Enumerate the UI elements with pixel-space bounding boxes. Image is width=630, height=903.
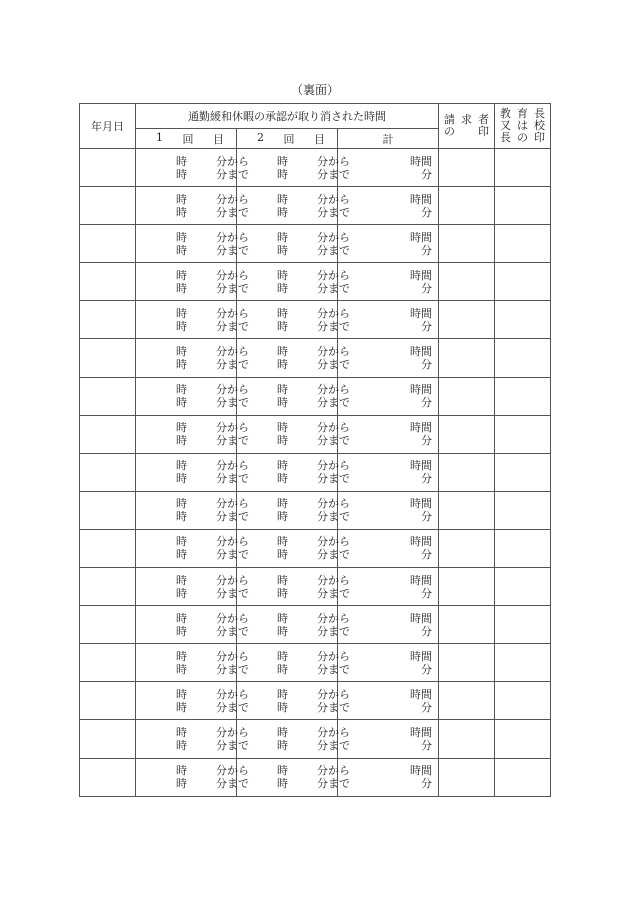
date-cell[interactable]	[80, 187, 136, 225]
date-cell[interactable]	[80, 491, 136, 529]
second-time-cell[interactable]: 時 分から 時 分まで	[237, 453, 338, 491]
date-cell[interactable]	[80, 758, 136, 796]
principal-stamp-cell[interactable]	[495, 453, 551, 491]
table-row	[80, 415, 551, 453]
second-time-cell[interactable]: 時 分から 時 分まで	[237, 682, 338, 720]
requester-stamp-cell[interactable]	[439, 568, 495, 606]
second-time-cell[interactable]: 時 分から 時 分まで	[237, 339, 338, 377]
first-time-header: 1 回 目	[136, 129, 237, 149]
requester-stamp-cell[interactable]	[439, 263, 495, 301]
total-cell[interactable]: 時間 分	[338, 187, 439, 225]
total-cell[interactable]: 時間 分	[338, 263, 439, 301]
requester-stamp-cell[interactable]	[439, 606, 495, 644]
table-row	[80, 301, 551, 339]
second-time-cell[interactable]: 時 分から 時 分まで	[237, 415, 338, 453]
table-row	[80, 149, 551, 187]
date-cell[interactable]	[80, 568, 136, 606]
table-row	[80, 568, 551, 606]
date-cell[interactable]	[80, 301, 136, 339]
first-time-cell[interactable]: 時 分から 時 分まで	[136, 644, 237, 682]
first-time-cell[interactable]: 時 分から 時 分まで	[136, 720, 237, 758]
date-cell[interactable]	[80, 720, 136, 758]
requester-stamp-header: 請 求 者 の 印	[439, 104, 495, 149]
requester-stamp-cell[interactable]	[439, 758, 495, 796]
principal-stamp-cell[interactable]	[495, 263, 551, 301]
second-time-cell[interactable]: 時 分から 時 分まで	[237, 568, 338, 606]
first-time-cell[interactable]: 時 分から 時 分まで	[136, 339, 237, 377]
principal-stamp-cell[interactable]	[495, 606, 551, 644]
table-row	[80, 529, 551, 567]
second-time-header: 2 回 目	[237, 129, 338, 149]
principal-stamp-header: 教 育 長 又 は 校 長 の 印	[495, 104, 551, 149]
leave-revocation-table	[79, 103, 551, 797]
total-cell[interactable]: 時間 分	[338, 529, 439, 567]
total-cell[interactable]: 時間 分	[338, 758, 439, 796]
date-cell[interactable]	[80, 529, 136, 567]
date-cell[interactable]	[80, 339, 136, 377]
total-cell[interactable]: 時間 分	[338, 606, 439, 644]
first-time-cell[interactable]: 時 分から 時 分まで	[136, 529, 237, 567]
total-cell[interactable]: 時間 分	[338, 453, 439, 491]
table-row	[80, 491, 551, 529]
total-cell[interactable]: 時間 分	[338, 377, 439, 415]
requester-stamp-cell[interactable]	[439, 149, 495, 187]
principal-stamp-cell[interactable]	[495, 301, 551, 339]
date-cell[interactable]	[80, 149, 136, 187]
first-time-cell[interactable]: 時 分から 時 分まで	[136, 149, 237, 187]
first-time-cell[interactable]: 時 分から 時 分まで	[136, 453, 237, 491]
second-time-cell[interactable]: 時 分から 時 分まで	[237, 187, 338, 225]
second-time-cell[interactable]: 時 分から 時 分まで	[237, 720, 338, 758]
date-header: 年月日	[80, 104, 136, 149]
principal-stamp-cell[interactable]	[495, 415, 551, 453]
first-time-cell[interactable]: 時 分から 時 分まで	[136, 491, 237, 529]
first-time-cell[interactable]: 時 分から 時 分まで	[136, 225, 237, 263]
second-time-cell[interactable]: 時 分から 時 分まで	[237, 491, 338, 529]
total-cell[interactable]: 時間 分	[338, 339, 439, 377]
requester-stamp-cell[interactable]	[439, 644, 495, 682]
requester-stamp-cell[interactable]	[439, 415, 495, 453]
principal-stamp-cell[interactable]	[495, 339, 551, 377]
principal-stamp-cell[interactable]	[495, 491, 551, 529]
date-cell[interactable]	[80, 644, 136, 682]
table-row	[80, 758, 551, 796]
requester-stamp-cell[interactable]	[439, 529, 495, 567]
requester-stamp-cell[interactable]	[439, 187, 495, 225]
page-title: （裏面）	[290, 83, 339, 97]
total-cell[interactable]: 時間 分	[338, 415, 439, 453]
table-row	[80, 187, 551, 225]
second-time-cell[interactable]: 時 分から 時 分まで	[237, 149, 338, 187]
principal-stamp-cell[interactable]	[495, 568, 551, 606]
principal-stamp-cell[interactable]	[495, 149, 551, 187]
table-row	[80, 606, 551, 644]
principal-stamp-cell[interactable]	[495, 682, 551, 720]
principal-stamp-cell[interactable]	[495, 529, 551, 567]
first-time-cell[interactable]: 時 分から 時 分まで	[136, 568, 237, 606]
total-cell[interactable]: 時間 分	[338, 682, 439, 720]
first-time-cell[interactable]: 時 分から 時 分まで	[136, 682, 237, 720]
table-row	[80, 225, 551, 263]
date-cell[interactable]	[80, 263, 136, 301]
second-time-cell[interactable]: 時 分から 時 分まで	[237, 606, 338, 644]
second-time-cell[interactable]: 時 分から 時 分まで	[237, 644, 338, 682]
first-time-cell[interactable]: 時 分から 時 分まで	[136, 187, 237, 225]
second-time-cell[interactable]: 時 分から 時 分まで	[237, 758, 338, 796]
table-row	[80, 682, 551, 720]
requester-stamp-cell[interactable]	[439, 453, 495, 491]
first-time-cell[interactable]: 時 分から 時 分まで	[136, 606, 237, 644]
requester-stamp-cell[interactable]	[439, 339, 495, 377]
table-row	[80, 339, 551, 377]
requester-stamp-cell[interactable]	[439, 225, 495, 263]
principal-stamp-cell[interactable]	[495, 187, 551, 225]
principal-stamp-cell[interactable]	[495, 644, 551, 682]
date-cell[interactable]	[80, 225, 136, 263]
principal-stamp-cell[interactable]	[495, 720, 551, 758]
requester-stamp-cell[interactable]	[439, 720, 495, 758]
second-time-cell[interactable]: 時 分から 時 分まで	[237, 301, 338, 339]
total-cell[interactable]: 時間 分	[338, 149, 439, 187]
second-time-cell[interactable]: 時 分から 時 分まで	[237, 529, 338, 567]
first-time-cell[interactable]: 時 分から 時 分まで	[136, 758, 237, 796]
first-time-cell[interactable]: 時 分から 時 分まで	[136, 415, 237, 453]
total-cell[interactable]: 時間 分	[338, 568, 439, 606]
date-cell[interactable]	[80, 453, 136, 491]
total-cell[interactable]: 時間 分	[338, 644, 439, 682]
total-cell[interactable]: 時間 分	[338, 491, 439, 529]
table-row	[80, 453, 551, 491]
second-time-cell[interactable]: 時 分から 時 分まで	[237, 225, 338, 263]
requester-stamp-cell[interactable]	[439, 377, 495, 415]
total-cell[interactable]: 時間 分	[338, 301, 439, 339]
principal-stamp-cell[interactable]	[495, 758, 551, 796]
second-time-cell[interactable]: 時 分から 時 分まで	[237, 263, 338, 301]
total-cell[interactable]: 時間 分	[338, 225, 439, 263]
total-cell[interactable]: 時間 分	[338, 720, 439, 758]
requester-stamp-cell[interactable]	[439, 682, 495, 720]
revoked-time-header: 通勤緩和休暇の承認が取り消された時間	[136, 104, 439, 129]
date-cell[interactable]	[80, 682, 136, 720]
table-row	[80, 263, 551, 301]
principal-stamp-cell[interactable]	[495, 377, 551, 415]
date-cell[interactable]	[80, 606, 136, 644]
table-row	[80, 720, 551, 758]
date-cell[interactable]	[80, 377, 136, 415]
requester-stamp-cell[interactable]	[439, 301, 495, 339]
header-row-1	[80, 104, 551, 129]
requester-stamp-cell[interactable]	[439, 491, 495, 529]
principal-stamp-cell[interactable]	[495, 225, 551, 263]
first-time-cell[interactable]: 時 分から 時 分まで	[136, 301, 237, 339]
first-time-cell[interactable]: 時 分から 時 分まで	[136, 263, 237, 301]
total-header: 計	[338, 129, 439, 149]
second-time-cell[interactable]: 時 分から 時 分まで	[237, 377, 338, 415]
date-cell[interactable]	[80, 415, 136, 453]
first-time-cell[interactable]: 時 分から 時 分まで	[136, 377, 237, 415]
table-row	[80, 644, 551, 682]
table-row	[80, 377, 551, 415]
